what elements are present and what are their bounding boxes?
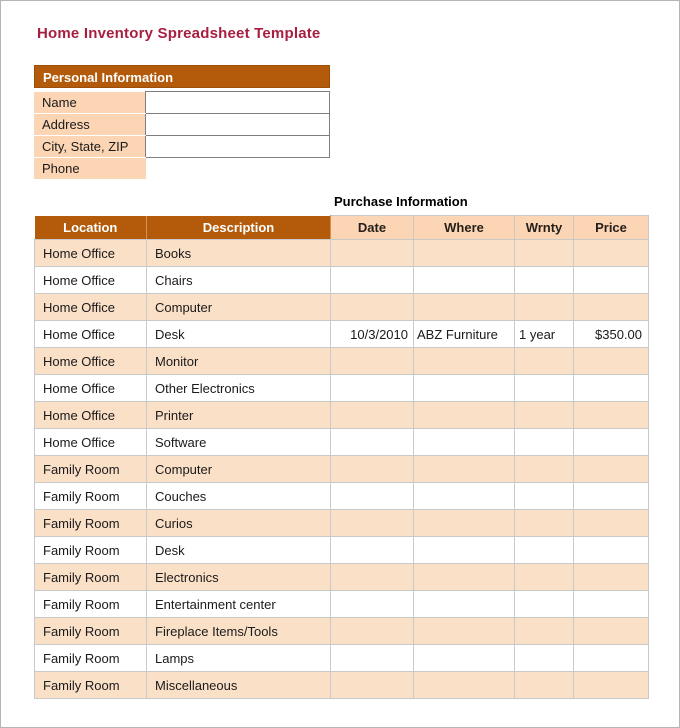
- cell-location[interactable]: Family Room: [35, 591, 147, 618]
- cell-where[interactable]: [414, 402, 515, 429]
- cell-location[interactable]: Family Room: [35, 537, 147, 564]
- cell-price[interactable]: [574, 348, 649, 375]
- cell-price[interactable]: [574, 591, 649, 618]
- city-state-zip-label: City, State, ZIP: [34, 136, 146, 158]
- column-header-where: Where: [414, 216, 515, 240]
- table-row: [35, 321, 649, 348]
- column-header-wrnty: Wrnty: [515, 216, 574, 240]
- table-row: [35, 456, 649, 483]
- cell-date[interactable]: [331, 267, 414, 294]
- cell-where[interactable]: [414, 267, 515, 294]
- cell-location[interactable]: Home Office: [35, 294, 147, 321]
- cell-location[interactable]: Family Room: [35, 483, 147, 510]
- purchase-info-title: Purchase Information: [334, 194, 468, 209]
- table-row: [35, 294, 649, 321]
- address-input[interactable]: [146, 114, 330, 136]
- cell-description[interactable]: Software: [147, 429, 331, 456]
- table-row: [35, 645, 649, 672]
- cell-date[interactable]: [331, 618, 414, 645]
- personal-info-row-city-state-zip: [34, 136, 330, 158]
- inventory-table-body: [35, 240, 649, 699]
- cell-location[interactable]: Family Room: [35, 456, 147, 483]
- cell-where[interactable]: [414, 348, 515, 375]
- table-row: [35, 375, 649, 402]
- cell-date[interactable]: [331, 294, 414, 321]
- cell-price[interactable]: [574, 645, 649, 672]
- cell-location[interactable]: Home Office: [35, 240, 147, 267]
- cell-where[interactable]: [414, 591, 515, 618]
- cell-where[interactable]: [414, 510, 515, 537]
- cell-where[interactable]: [414, 672, 515, 699]
- cell-price[interactable]: [574, 267, 649, 294]
- cell-date[interactable]: [331, 591, 414, 618]
- cell-location[interactable]: Family Room: [35, 645, 147, 672]
- personal-info-table: [34, 91, 330, 180]
- cell-price[interactable]: [574, 537, 649, 564]
- column-header-date: Date: [331, 216, 414, 240]
- personal-info-row-name: [34, 92, 330, 114]
- cell-description[interactable]: Other Electronics: [147, 375, 331, 402]
- cell-wrnty[interactable]: [515, 510, 574, 537]
- cell-wrnty[interactable]: [515, 483, 574, 510]
- table-row: [35, 240, 649, 267]
- cell-where[interactable]: [414, 294, 515, 321]
- table-row: [35, 483, 649, 510]
- column-header-price: Price: [574, 216, 649, 240]
- cell-price[interactable]: [574, 672, 649, 699]
- purchase-info-section: [34, 194, 648, 699]
- cell-price[interactable]: [574, 618, 649, 645]
- inventory-header-row: [35, 216, 649, 240]
- personal-info-row-phone: [34, 158, 330, 180]
- cell-description[interactable]: Electronics: [147, 564, 331, 591]
- cell-wrnty[interactable]: [515, 240, 574, 267]
- table-row: [35, 429, 649, 456]
- cell-wrnty[interactable]: [515, 375, 574, 402]
- cell-date[interactable]: [331, 483, 414, 510]
- cell-where[interactable]: [414, 564, 515, 591]
- address-label: Address: [34, 114, 146, 136]
- cell-description[interactable]: Couches: [147, 483, 331, 510]
- table-row: [35, 510, 649, 537]
- cell-wrnty[interactable]: [515, 429, 574, 456]
- cell-wrnty[interactable]: [515, 537, 574, 564]
- table-row: [35, 672, 649, 699]
- phone-label: Phone: [34, 158, 146, 180]
- cell-price[interactable]: [574, 375, 649, 402]
- cell-description[interactable]: Desk: [147, 321, 331, 348]
- personal-info-section: [34, 65, 330, 180]
- cell-wrnty[interactable]: 1 year: [515, 321, 574, 348]
- cell-wrnty[interactable]: [515, 672, 574, 699]
- cell-price[interactable]: [574, 564, 649, 591]
- cell-wrnty[interactable]: [515, 618, 574, 645]
- table-row: [35, 618, 649, 645]
- column-header-description: Description: [147, 216, 331, 240]
- cell-date[interactable]: [331, 348, 414, 375]
- cell-date[interactable]: [331, 429, 414, 456]
- cell-date[interactable]: [331, 537, 414, 564]
- cell-where[interactable]: ABZ Furniture: [414, 321, 515, 348]
- cell-date[interactable]: [331, 402, 414, 429]
- cell-price[interactable]: [574, 510, 649, 537]
- cell-date[interactable]: [331, 672, 414, 699]
- cell-price[interactable]: [574, 294, 649, 321]
- cell-wrnty[interactable]: [515, 267, 574, 294]
- cell-date[interactable]: [331, 645, 414, 672]
- cell-where[interactable]: [414, 375, 515, 402]
- cell-description[interactable]: Computer: [147, 456, 331, 483]
- cell-location[interactable]: Family Room: [35, 510, 147, 537]
- cell-where[interactable]: [414, 240, 515, 267]
- cell-description[interactable]: Printer: [147, 402, 331, 429]
- cell-description[interactable]: Chairs: [147, 267, 331, 294]
- cell-price[interactable]: [574, 402, 649, 429]
- cell-date[interactable]: [331, 510, 414, 537]
- table-row: [35, 591, 649, 618]
- cell-where[interactable]: [414, 456, 515, 483]
- cell-date[interactable]: [331, 375, 414, 402]
- column-header-location: Location: [35, 216, 147, 240]
- cell-date[interactable]: [331, 564, 414, 591]
- cell-price[interactable]: [574, 240, 649, 267]
- cell-where[interactable]: [414, 483, 515, 510]
- cell-where[interactable]: [414, 645, 515, 672]
- cell-location[interactable]: Home Office: [35, 375, 147, 402]
- cell-location[interactable]: Family Room: [35, 618, 147, 645]
- cell-description[interactable]: Fireplace Items/Tools: [147, 618, 331, 645]
- page-title: Home Inventory Spreadsheet Template: [37, 25, 321, 42]
- cell-location[interactable]: Family Room: [35, 672, 147, 699]
- cell-description[interactable]: Miscellaneous: [147, 672, 331, 699]
- phone-input[interactable]: [146, 158, 330, 180]
- cell-where[interactable]: [414, 429, 515, 456]
- cell-where[interactable]: [414, 618, 515, 645]
- cell-description[interactable]: Desk: [147, 537, 331, 564]
- city-state-zip-input[interactable]: [146, 136, 330, 158]
- personal-info-header: Personal Information: [34, 65, 330, 88]
- cell-location[interactable]: Home Office: [35, 402, 147, 429]
- cell-description[interactable]: Lamps: [147, 645, 331, 672]
- cell-wrnty[interactable]: [515, 591, 574, 618]
- cell-date[interactable]: 10/3/2010: [331, 321, 414, 348]
- cell-wrnty[interactable]: [515, 402, 574, 429]
- table-row: [35, 537, 649, 564]
- cell-price[interactable]: [574, 429, 649, 456]
- cell-location[interactable]: Home Office: [35, 429, 147, 456]
- name-label: Name: [34, 92, 146, 114]
- cell-wrnty[interactable]: [515, 564, 574, 591]
- cell-location[interactable]: Family Room: [35, 564, 147, 591]
- personal-info-row-address: [34, 114, 330, 136]
- cell-wrnty[interactable]: [515, 456, 574, 483]
- cell-where[interactable]: [414, 537, 515, 564]
- table-row: [35, 564, 649, 591]
- cell-price[interactable]: [574, 456, 649, 483]
- cell-description[interactable]: Monitor: [147, 348, 331, 375]
- cell-description[interactable]: Computer: [147, 294, 331, 321]
- cell-date[interactable]: [331, 456, 414, 483]
- table-row: [35, 267, 649, 294]
- cell-description[interactable]: Books: [147, 240, 331, 267]
- cell-location[interactable]: Home Office: [35, 267, 147, 294]
- cell-wrnty[interactable]: [515, 294, 574, 321]
- cell-wrnty[interactable]: [515, 348, 574, 375]
- cell-wrnty[interactable]: [515, 645, 574, 672]
- name-input[interactable]: [146, 92, 330, 114]
- inventory-table: [34, 215, 649, 699]
- cell-price[interactable]: $350.00: [574, 321, 649, 348]
- cell-price[interactable]: [574, 483, 649, 510]
- table-row: [35, 402, 649, 429]
- table-row: [35, 348, 649, 375]
- cell-description[interactable]: Entertainment center: [147, 591, 331, 618]
- cell-date[interactable]: [331, 240, 414, 267]
- cell-description[interactable]: Curios: [147, 510, 331, 537]
- cell-location[interactable]: Home Office: [35, 348, 147, 375]
- cell-location[interactable]: Home Office: [35, 321, 147, 348]
